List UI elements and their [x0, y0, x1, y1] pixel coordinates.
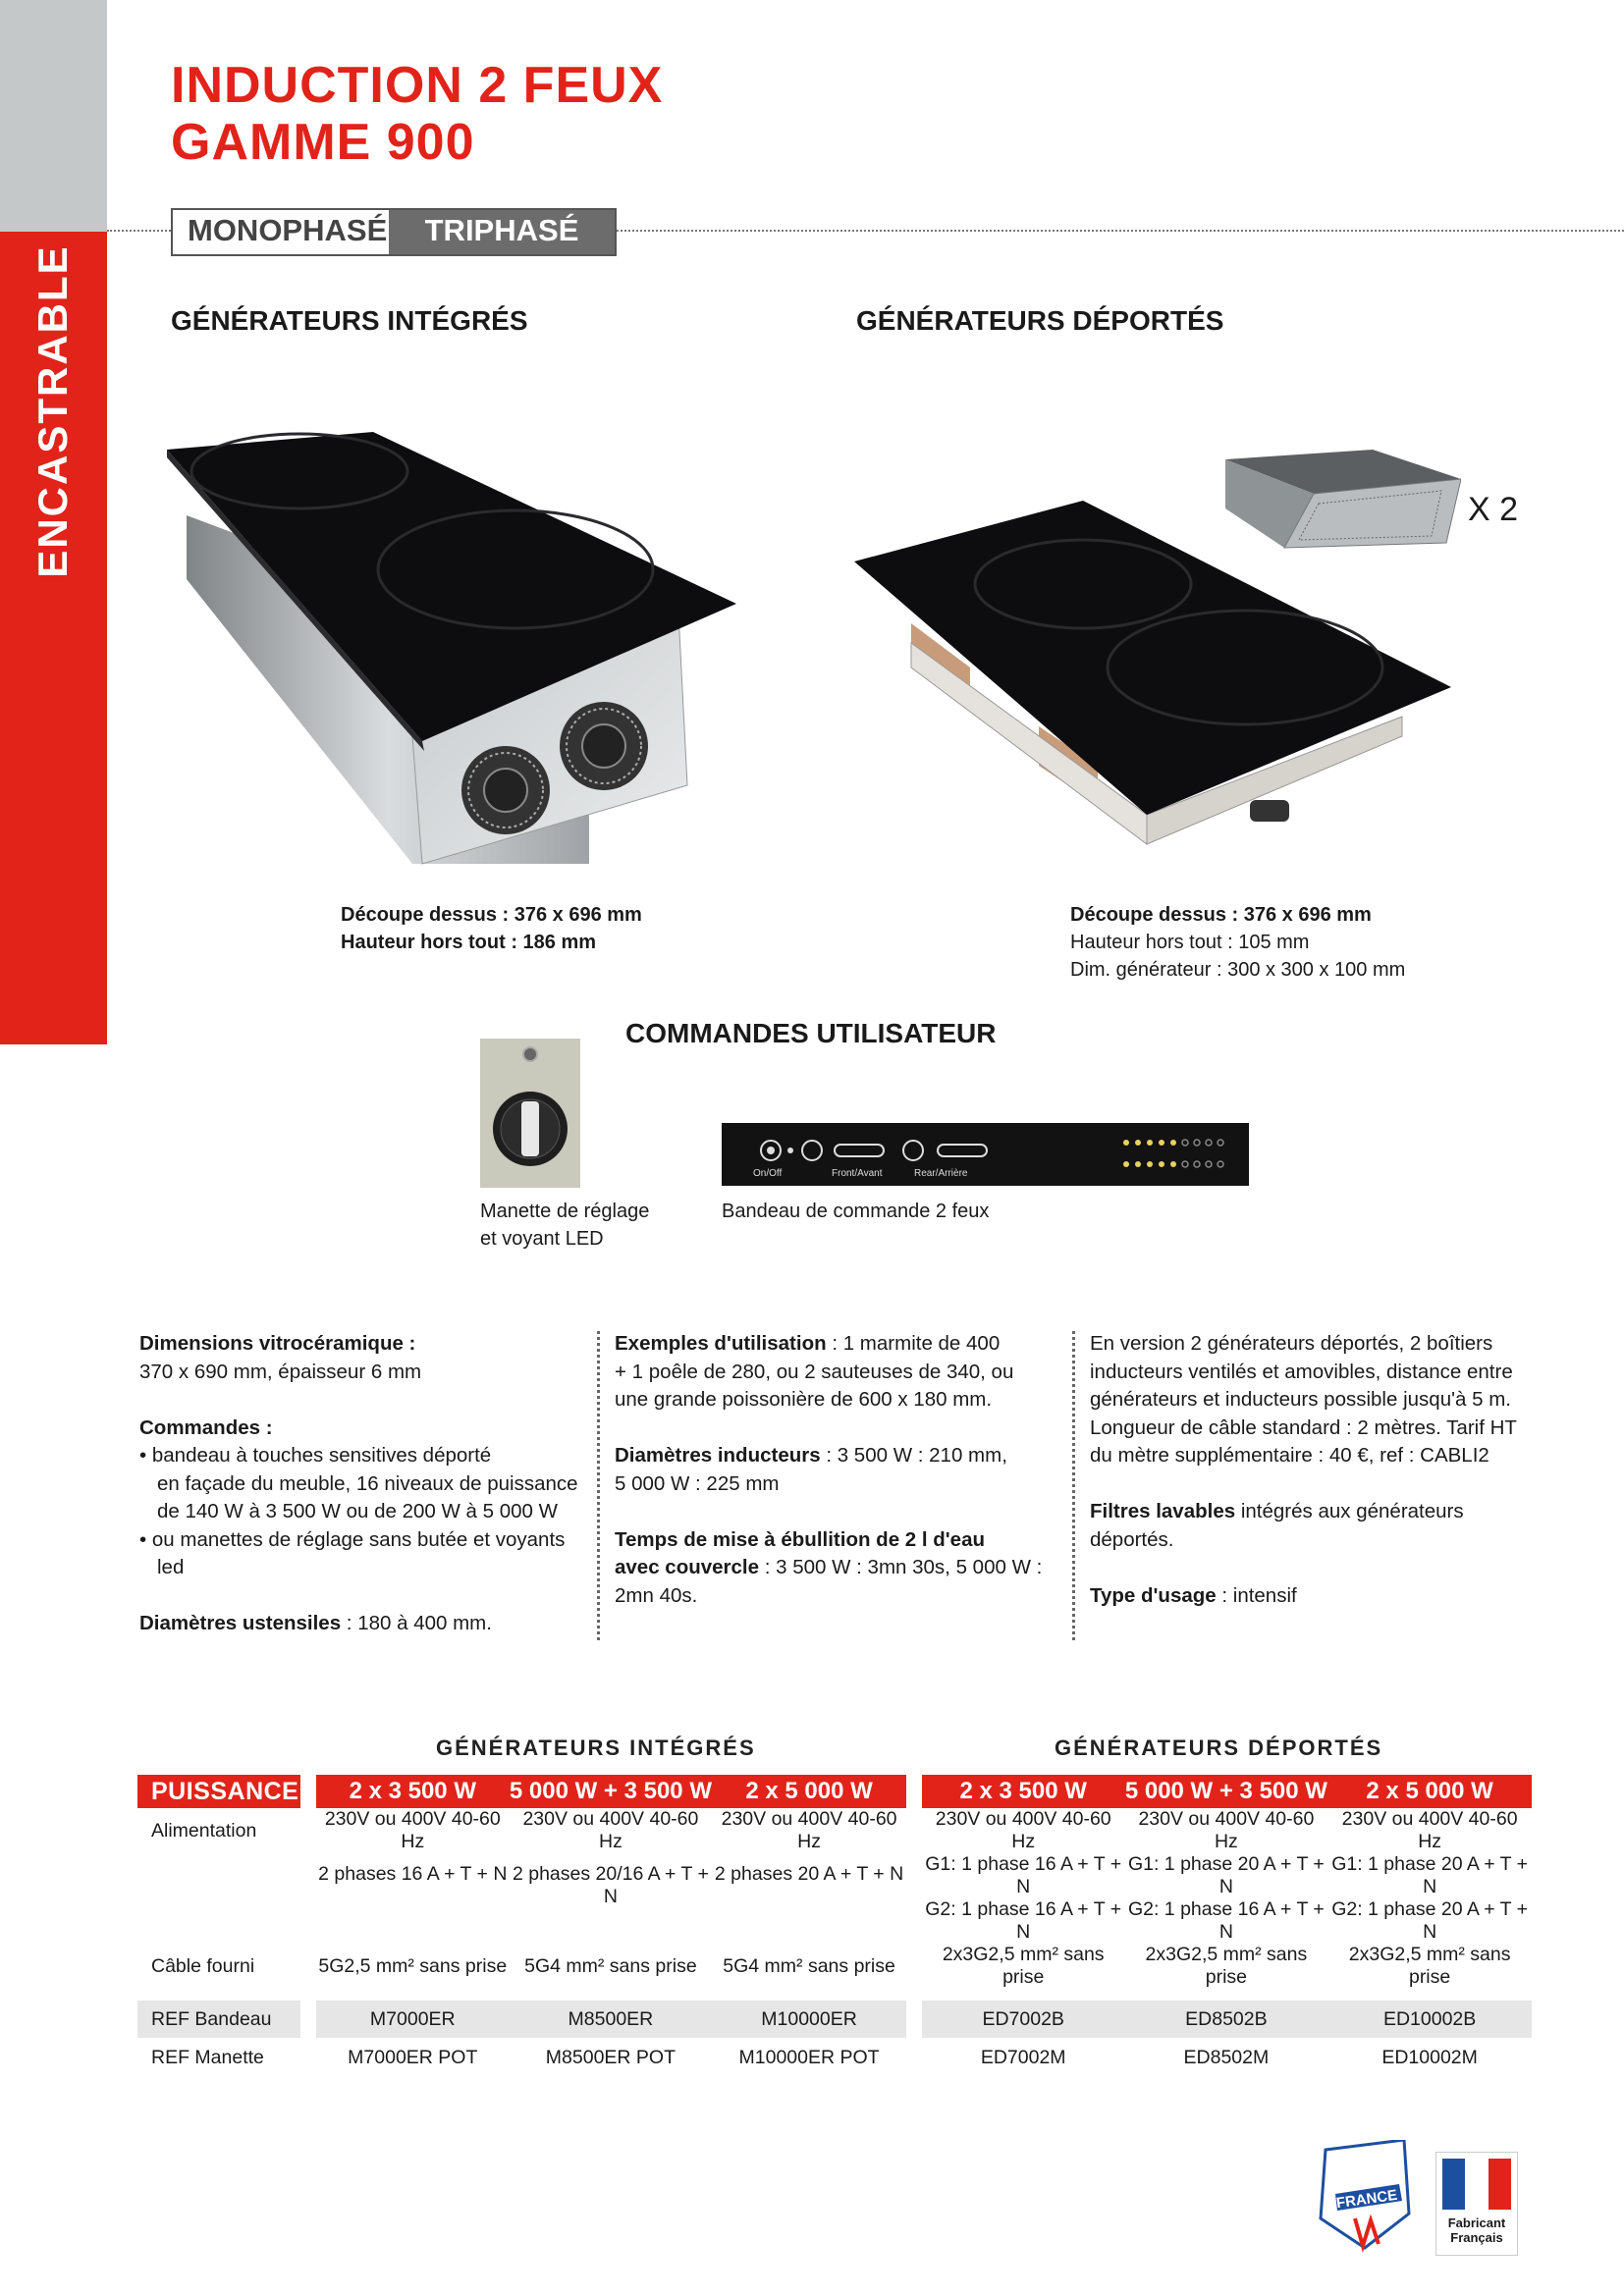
caption-integres-line-1: Découpe dessus : 376 x 696 mm [341, 904, 642, 926]
front-slider-icon [835, 1145, 884, 1156]
table-cell: M7000ER [316, 2001, 510, 2038]
fabricant-francais-logo [1435, 2152, 1518, 2256]
generator-box-image [1225, 450, 1461, 558]
table-cell: 230V ou 400V 40-60 Hz [324, 1808, 501, 1852]
table-cell: 2 phases 20 A + T + N [714, 1863, 904, 1885]
table-row-puissance [137, 1775, 1532, 1808]
column-divider-1 [597, 1331, 600, 1640]
table-cell: 2x3G2,5 mm² sans prise [942, 1944, 1105, 1988]
exemples-line-3: une grande poissonière de 600 x 180 mm. [615, 1388, 993, 1411]
version-line-4: Longueur de câble standard : 2 mètres. Tarif HT [1090, 1415, 1517, 1439]
exemples-line-1: : 1 marmite de 400 [826, 1332, 1001, 1355]
table-cell: 5G4 mm² sans prise [723, 1954, 895, 1977]
temps-label-1: Temps de mise à ébullition de 2 l d'eau [615, 1527, 986, 1551]
led-indicator-icon [523, 1047, 537, 1061]
table-cell: 2 phases 16 A + T + N [318, 1863, 508, 1885]
table-cell: 230V ou 400V 40-60 Hz [935, 1808, 1111, 1852]
dim-label: Dimensions vitrocéramique : [139, 1332, 416, 1355]
heading-generateurs-integres: GÉNÉRATEURS INTÉGRÉS [171, 305, 528, 336]
table-cell: 2 x 3 500 W [316, 1775, 510, 1808]
column-divider-2 [1072, 1331, 1075, 1640]
knob-control-image [480, 1039, 580, 1188]
table-row-phases [137, 1853, 1532, 1944]
table-row-bandeau [137, 2001, 1532, 2038]
francais-label: Français [1450, 2230, 1503, 2245]
sidebar-grey-block [0, 0, 107, 232]
panel-label-rear: Rear/Arrière [914, 1168, 968, 1179]
page-title [171, 57, 663, 171]
table-cell: M10000ER [712, 2001, 906, 2038]
ustensiles-label: Diamètres ustensiles [139, 1612, 342, 1634]
origine-france-logo [1316, 2140, 1414, 2253]
commandes-bullet-1-line-3: de 140 W à 3 500 W ou de 200 W à 5 000 W [157, 1500, 558, 1522]
caption-integres [341, 901, 642, 956]
ustensiles-value: : 180 à 400 mm. [341, 1612, 492, 1634]
caption-manette [480, 1198, 649, 1253]
commandes-bullet-1-line-1: • bandeau à touches sensitives déporté [139, 1444, 492, 1467]
caption-bandeau: Bandeau de commande 2 feux [722, 1201, 990, 1222]
filtres-line-1: intégrés aux générateurs [1235, 1500, 1464, 1522]
table-cell: G1: 1 phase 16 A + T + N G2: 1 phase 16 A + T + N [925, 1853, 1122, 1943]
phase-tabs [171, 208, 617, 256]
table-cell: G1: 1 phase 20 A + T + N G2: 1 phase 20 A + T + N [1331, 1853, 1529, 1943]
hob-integrated-image [167, 432, 746, 883]
version-line-3: générateurs et inducteurs possible jusqu'à 5 m. [1090, 1388, 1511, 1411]
caption-deportes-line-1: Découpe dessus : 376 x 696 mm [1070, 904, 1372, 926]
temps-line-2: : 3 500 W : 3mn 30s, 5 000 W : [759, 1556, 1043, 1578]
table-cell: 230V ou 400V 40-60 Hz [721, 1808, 897, 1852]
sidebar-label: ENCASTRABLE [29, 244, 76, 578]
column-version [1090, 1330, 1561, 1610]
commandes-label: Commandes : [139, 1415, 273, 1439]
table-cell: 2 x 5 000 W [1327, 1775, 1532, 1808]
exemples-label: Exemples d'utilisation [615, 1332, 827, 1355]
diametres-label: Diamètres inducteurs [615, 1444, 821, 1467]
table-group-deportes: GÉNÉRATEURS DÉPORTÉS [1055, 1735, 1383, 1760]
table-cell: ED8502M [1183, 2046, 1270, 2068]
manette-label: REF Manette [151, 2046, 264, 2068]
table-cell: 5 000 W + 3 500 W [510, 1775, 713, 1808]
table-cell: 5G4 mm² sans prise [524, 1954, 697, 1977]
generator-multiplier: X 2 [1468, 491, 1519, 528]
table-cell: 2 x 3 500 W [922, 1775, 1125, 1808]
table-cell: ED8502B [1125, 2001, 1328, 2038]
rear-slider-icon [938, 1145, 987, 1156]
commandes-bullet-2-line-2: led [157, 1556, 185, 1578]
fabricant-label: Fabricant [1447, 2216, 1506, 2230]
table-cell: 2 x 5 000 W [712, 1775, 906, 1808]
alimentation-label: Alimentation [151, 1819, 257, 1842]
table-row-alimentation [137, 1808, 1532, 1853]
column-exemples [615, 1330, 1056, 1610]
table-cell: ED10002B [1327, 2001, 1532, 2038]
exemples-line-2: + 1 poêle de 280, ou 2 sauteuses de 340, ou [615, 1360, 1014, 1383]
version-line-2: inducteurs ventilés et amovibles, distance entre [1090, 1360, 1513, 1383]
table-cell: 5G2,5 mm² sans prise [318, 1954, 508, 1977]
heading-generateurs-deportes: GÉNÉRATEURS DÉPORTÉS [856, 305, 1224, 336]
table-cell: M8500ER [510, 2001, 713, 2038]
commandes-bullet-1-line-2: en façade du meuble, 16 niveaux de puissance [157, 1471, 578, 1495]
filtres-line-2: déportés. [1090, 1527, 1174, 1551]
table-cell: 2 phases 20/16 A + T + N [512, 1863, 709, 1907]
puissance-label: PUISSANCE [137, 1775, 300, 1808]
table-cell: ED7002M [980, 2046, 1066, 2068]
caption-deportes [1070, 901, 1405, 984]
table-row-manette [137, 2038, 1532, 2077]
table-cell: 2x3G2,5 mm² sans prise [1348, 1944, 1511, 1988]
table-row-cable [137, 1944, 1532, 1989]
commandes-bullet-2-line-1: • ou manettes de réglage sans butée et voyants [139, 1527, 566, 1551]
usage-label: Type d'usage [1090, 1583, 1217, 1607]
table-cell: 5 000 W + 3 500 W [1125, 1775, 1328, 1808]
table-cell: G1: 1 phase 20 A + T + N G2: 1 phase 16 A + T + N [1127, 1853, 1325, 1943]
bandeau-label: REF Bandeau [137, 2001, 300, 2038]
table-group-integres: GÉNÉRATEURS INTÉGRÉS [436, 1735, 756, 1760]
table-cell: M8500ER POT [545, 2046, 677, 2068]
caption-deportes-line-2: Hauteur hors tout : 105 mm [1070, 932, 1310, 953]
caption-integres-line-2: Hauteur hors tout : 186 mm [341, 932, 597, 953]
table-cell: 230V ou 400V 40-60 Hz [1138, 1808, 1315, 1852]
cable-label: Câble fourni [151, 1954, 255, 1977]
temps-label-2: avec couvercle [615, 1556, 760, 1578]
caption-manette-line-2: et voyant LED [480, 1228, 604, 1250]
caption-deportes-line-3: Dim. générateur : 300 x 300 x 100 mm [1070, 959, 1406, 981]
diametres-line-2: 5 000 W : 225 mm [615, 1471, 780, 1495]
table-cell: ED7002B [922, 2001, 1125, 2038]
heading-commandes: COMMANDES UTILISATEUR [625, 1018, 997, 1048]
diametres-line-1: : 3 500 W : 210 mm, [820, 1444, 1007, 1467]
table-cell: 230V ou 400V 40-60 Hz [1341, 1808, 1518, 1852]
panel-label-onoff: On/Off [753, 1168, 783, 1179]
version-line-5: du mètre supplémentaire : 40 €, ref : CABLI2 [1090, 1444, 1489, 1467]
table-cell: 230V ou 400V 40-60 Hz [522, 1808, 699, 1852]
table-cell: ED10002M [1381, 2046, 1478, 2068]
dim-value: 370 x 690 mm, épaisseur 6 mm [139, 1360, 422, 1383]
filtres-label: Filtres lavables [1090, 1500, 1236, 1522]
table-cell: M10000ER POT [738, 2046, 880, 2068]
usage-value: : intensif [1216, 1583, 1297, 1607]
version-line-1: En version 2 générateurs déportés, 2 boîtiers [1090, 1332, 1493, 1355]
table-cell: 2x3G2,5 mm² sans prise [1145, 1944, 1308, 1988]
column-dimensions [139, 1330, 591, 1638]
tab-triphase[interactable]: TRIPHASÉ [389, 210, 615, 254]
tab-monophase[interactable]: MONOPHASÉ [173, 210, 389, 254]
temps-line-3: 2mn 40s. [615, 1583, 698, 1607]
title-line-1: INDUCTION 2 FEUX [171, 57, 664, 114]
title-line-2: GAMME 900 [171, 114, 475, 171]
svg-text:FRANCE: FRANCE [1334, 2186, 1399, 2213]
specs-table [137, 1775, 1532, 2077]
control-panel-image [722, 1123, 1249, 1186]
panel-label-front: Front/Avant [832, 1168, 883, 1179]
table-cell: M7000ER POT [348, 2046, 478, 2068]
caption-manette-line-1: Manette de réglage [480, 1201, 650, 1222]
